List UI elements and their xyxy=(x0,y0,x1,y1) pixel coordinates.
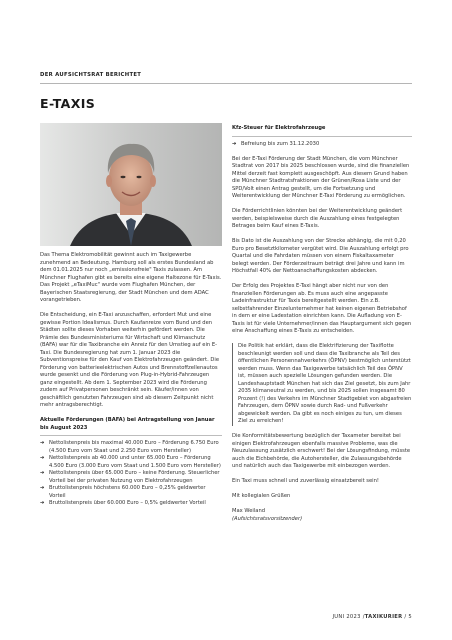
portrait-image xyxy=(40,123,222,246)
guidelines-paragraph: Die Förderrichtlinien könnten bei der Weiterentwicklung geändert werden, beispielsweise durch die Auszahlung eines festgelegten Betrages beim Kauf eines E-Taxis. xyxy=(232,208,403,229)
author-name: Max Weiland xyxy=(232,508,266,514)
list-item-text: Nettolistenpreis ab 40.000 und unter 65.000 Euro – Förderung 4.500 Euro (3.000 Euro vom Staat und 1.500 Euro vom Hersteller) xyxy=(49,455,221,469)
header-divider xyxy=(40,83,412,84)
left-column xyxy=(40,252,222,508)
kfz-steuer-subheading: Kfz-Steuer für Elektrofahrzeuge xyxy=(232,125,326,131)
arrow-right-icon: ➔ xyxy=(40,470,45,476)
list-item xyxy=(40,455,222,470)
readiness-statement: Ein Taxi muss schnell und zuverlässig einsatzbereit sein! xyxy=(232,478,379,484)
list-item xyxy=(40,440,222,455)
footer-page-number: / 5 xyxy=(404,614,412,620)
author-role: (Aufsichtsratsvorsitzender) xyxy=(232,515,303,522)
section-label: DER AUFSICHTSRAT BERICHTET xyxy=(40,72,142,78)
list-item-text: Nettolistenpreis über 65.000 Euro – keine Förderung. Steuerlicher Vorteil bei der privaten Nutzung von Elektrofahrzeugen xyxy=(49,470,220,484)
page-footer xyxy=(332,614,412,620)
footer-publication: TAXIKURIER xyxy=(364,614,403,620)
arrow-right-icon: ➔ xyxy=(232,140,237,147)
list-item-text: Befreiung bis zum 31.12.2030 xyxy=(241,140,320,147)
infrastructure-paragraph: Der Erfolg des Projektes E-Taxi hängt aber nicht nur von den finanziellen Förderungen ab. Es muss auch eine angepasste Ladeinfrastruktur für Taxis bereitgestellt werden. Ein z.B. selbstfahrender Einzelunternehmer hat keinen eigenen Betriebshof in dem er eine Ladestation einrichten kann. Die Aufladung von E-Taxis ist für viele Unternehmer/innen das Hauptargument sich gegen eine Anschaffung eines E-Taxis zu entscheiden. xyxy=(232,283,412,334)
footer-separator: / xyxy=(362,614,365,620)
author-portrait-photo xyxy=(40,123,222,246)
list-item xyxy=(40,500,222,508)
bafa-subheading: Aktuelle Förderungen (BAFA) bei Antragstellung von Januar bis August 2023 xyxy=(40,417,215,431)
payout-paragraph: Bis Dato ist die Auszahlung von der Strecke abhängig, die mit 0,20 Euro pro Besetztkilometer vergütet wird. Die Auszahlung erfolgt pro Quartal und die Fahrdaten müssen von einem Fiskaltaxameter belegt werden. Der Förderzeitraum beträgt drei Jahre und kann im Höchstfall 40% der Nettoanschaffungskosten abdecken. xyxy=(232,238,409,274)
decision-paragraph: Die Entscheidung, ein E-Taxi anzuschaffen, erfordert Mut und eine gewisse Portion Idealismus. Durch Kaufanreize vom Bund und den Städten sollte dieses Vorhaben weiterhin gefördert werden. Die Prämie des Bundesministeriums für Wirtschaft und Klimaschutz (BAFA) war für die Taxibranche ein Anreiz für den Umstieg auf ein E-Taxi. Die Bundesregierung hat zum 1. Januar 2023 die Subventionspreise für den Kauf von Elektrofahrzeugen geändert. Die Förderung von batterieelektrischen Autos und Brennstoffzellenautos wurde gesenkt und die Förderung von Plug-in-Hybrid-Fahrzeugen ganz eingestellt. Ab dem 1. September 2023 wird die Förderung zudem auf Privatpersonen beschränkt sein. Käufer/innen von geschäftlich genutzten Fahrzeugen sind ab diesem Zeitpunkt nicht mehr antragsberechtigt. xyxy=(40,312,220,408)
right-column xyxy=(232,125,412,523)
subheading-divider xyxy=(40,435,222,436)
arrow-right-icon: ➔ xyxy=(40,485,45,491)
bafa-bullet-list xyxy=(40,440,222,508)
closing-greeting: Mit kollegialen Grüßen xyxy=(232,493,291,499)
intro-paragraph: Das Thema Elektromobilität gewinnt auch im Taxigewerbe zunehmend an Bedeutung. Hamburg soll als erstes Bundesland ab dem 01.01.2025 nur noch „emissionsfreie" Taxis zulassen. Am Münchner Flughafen gibt es bereits eine eigene Haltezone für E-Taxis. Das Projekt „eTaxiMuc" wurde vom Flughafen München, der Bayerischen Staatsregierung, der Stadt München und dem ADAC vorangetrieben. xyxy=(40,252,222,303)
conformity-paragraph: Die Konformitätsbewertung bezüglich der Taxameter bereitet bei einigen Elektrofahrzeugen ebenfalls massive Probleme, was die Neuzulassung zusätzlich erschwert! Bei der Lösungsfindung, müsste auch die Eichbehörde, die Autohersteller, die Zulassungsbehörde und natürlich auch das Taxigewerbe mit einbezogen werden. xyxy=(232,433,411,469)
list-item-text: Bruttolistenpreis über 60.000 Euro – 0,5% geldwerter Vorteil xyxy=(49,500,206,506)
list-item-text: Nettolistenpreis bis maximal 40.000 Euro – Förderung 6.750 Euro (4.500 Euro vom Staat und 2.250 Euro vom Hersteller) xyxy=(49,440,219,454)
list-item xyxy=(40,470,222,485)
list-item xyxy=(232,141,412,149)
footer-date: JUNI 2023 xyxy=(332,614,361,620)
article-title: E-TAXIS xyxy=(40,96,96,111)
arrow-right-icon: ➔ xyxy=(40,440,45,446)
list-item xyxy=(40,485,222,500)
arrow-right-icon: ➔ xyxy=(40,455,45,461)
kfz-bullet-list xyxy=(232,141,412,149)
arrow-right-icon: ➔ xyxy=(40,500,45,506)
list-item-text: Bruttolistenpreis höchstens 60.000 Euro – 0,25% geldwerter Vorteil xyxy=(49,485,206,499)
subheading-divider xyxy=(232,136,412,137)
policy-quote: Die Politik hat erklärt, dass die Elektrifizierung der Taxiflotte beschleunigt werden soll und dass die Taxibranche als Teil des öffentlichen Personennahverkehrs (ÖPNV) bestmöglich unterstützt werden muss. Wenn das Taxigewerbe tatsächlich Teil des ÖPNV ist, müssen auch spezielle Lösungen gefunden werden. Die Landeshauptstadt München hat sich das Ziel gesetzt, bis zum Jahr 2035 klimaneutral zu werden, und bis 2025 sollen insgesamt 80 Prozent (!) des Verkehrs im Münchner Stadtgebiet von abgasfreien Fahrzeugen, dem ÖPNV sowie durch Rad- und Fußverkehr abgewickelt werden. Da gibt es noch einiges zu tun, um dieses Ziel zu erreichen! xyxy=(232,343,412,426)
munich-funding-paragraph: Bei der E-Taxi Förderung der Stadt München, die vom Münchner Stadtrat von 2017 bis 2025 beschlossen wurde, sind die finanziellen Mittel derzeit fast komplett ausgeschöpft. Aus diesem Grund haben die Münchner Stadtratsfraktionen der Grünen/Rosa Liste und der SPD/Volt einen Antrag gestellt, um die Fortsetzung und Weiterentwicklung der Münchner E-Taxi Förderung zu ermöglichen. xyxy=(232,155,410,199)
